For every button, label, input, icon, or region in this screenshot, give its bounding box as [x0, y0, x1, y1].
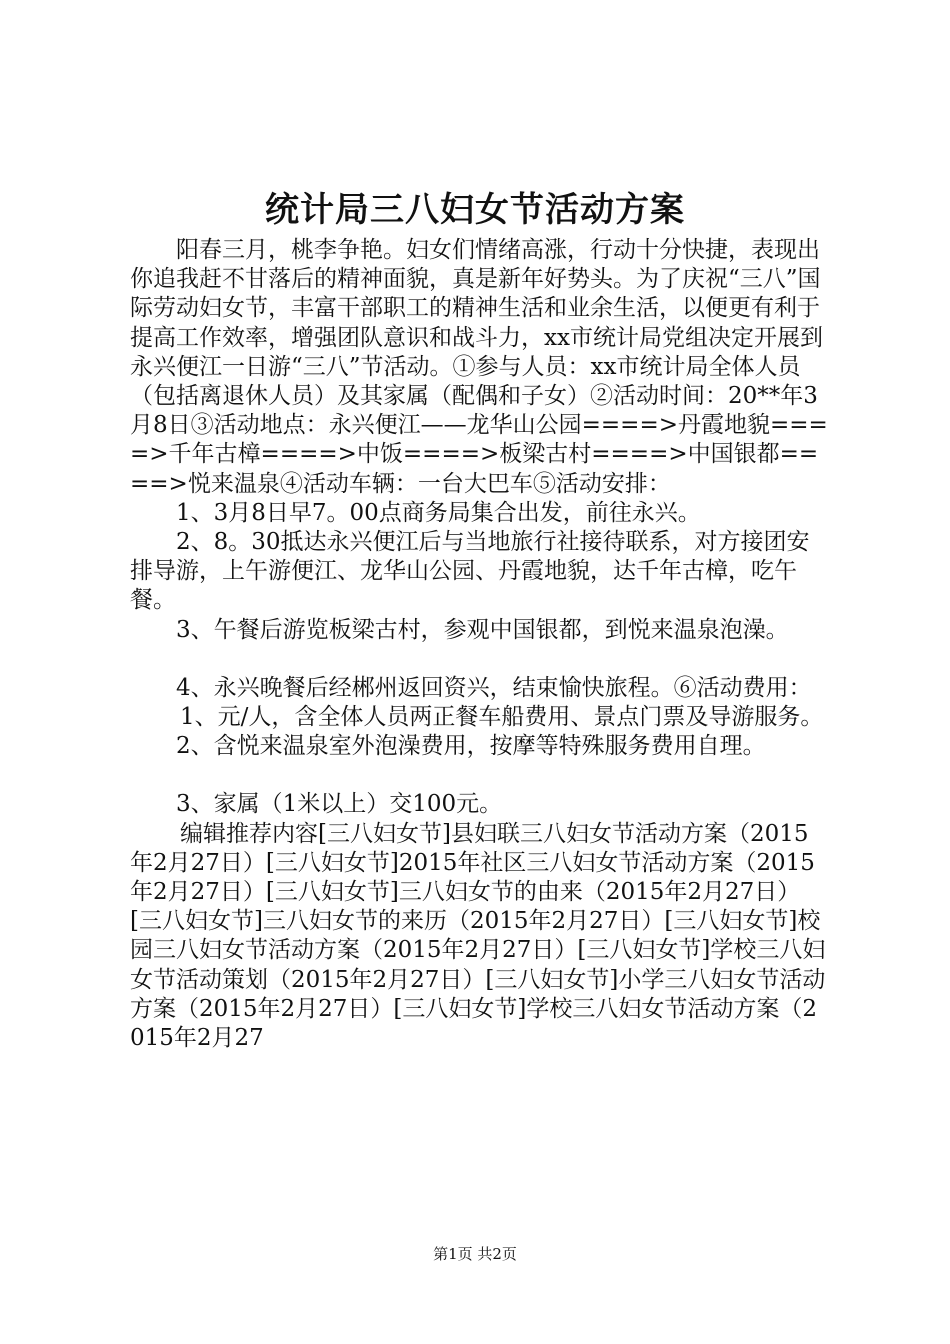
document-body [130, 236, 830, 1053]
schedule-item-1: 1、3月8日早7。00点商务局集合出发，前往永兴。 [176, 499, 701, 526]
fee-item-3: 3、家属（1米以上）交100元。 [176, 791, 503, 818]
fee-item-2: 2、含悦来温泉室外泡澡费用，按摩等特殊服务费用自理。 [176, 733, 766, 760]
document-title: 统计局三八妇女节活动方案 [265, 190, 685, 230]
paragraph-gap [130, 645, 830, 674]
schedule-item-4: 4、永兴晚餐后经郴州返回资兴，结束愉快旅程。⑥活动费用： [176, 674, 812, 701]
schedule-item-2: 2、8。30抵达永兴便江后与当地旅行社接待联系，对方接团安排导游，上午游便江、龙华山公园、丹霞地貌，达千年古樟，吃午餐。 [130, 529, 810, 614]
schedule-item-3: 3、午餐后游览板梁古村，参观中国银都，到悦来温泉泡澡。 [176, 616, 789, 643]
paragraph-gap [130, 761, 830, 790]
fee-item-1: 1、元/人，含全体人员两正餐车船费用、景点门票及导游服务。 [180, 704, 824, 731]
intro-paragraph: 阳春三月，桃李争艳。妇女们情绪高涨，行动十分快捷，表现出你追我赶不甘落后的精神面貌，真是新年好势头。为了庆祝“三八”国际劳动妇女节，丰富干部职工的精神生活和业余生活，以便更有利于提高工作效率，增强团队意识和战斗力，xx市统计局党组决定开展到永兴便江一日游“三八”节活动。①参与人员：xx市统计局全体人员（包括离退休人员）及其家属（配偶和子女）②活动时间：20**年3月8日③活动地点：永兴便江——龙华山公园====>丹霞地貌====>千年古樟====>中饭====>板梁古村====>中国银都====>悦来温泉④活动车辆：一台大巴车⑤活动安排： [130, 237, 828, 497]
recommended-content: 编辑推荐内容[三八妇女节]县妇联三八妇女节活动方案（2015年2月27日）[三八妇女节]2015年社区三八妇女节活动方案（2015年2月27日）[三八妇女节]三八妇女节的由来（2015年2月27日）[三八妇女节]三八妇女节的来历（2015年2月27日）[三八妇女节]校园三八妇女节活动方案（2015年2月27日）[三八妇女节]学校三八妇女节活动策划（2015年2月27日）[三八妇女节]小学三八妇女节活动方案（2015年2月27日）[三八妇女节]学校三八妇女节活动方案（2015年2月27 [130, 820, 826, 1052]
page-footer: 第1页 共2页 [433, 1245, 517, 1263]
